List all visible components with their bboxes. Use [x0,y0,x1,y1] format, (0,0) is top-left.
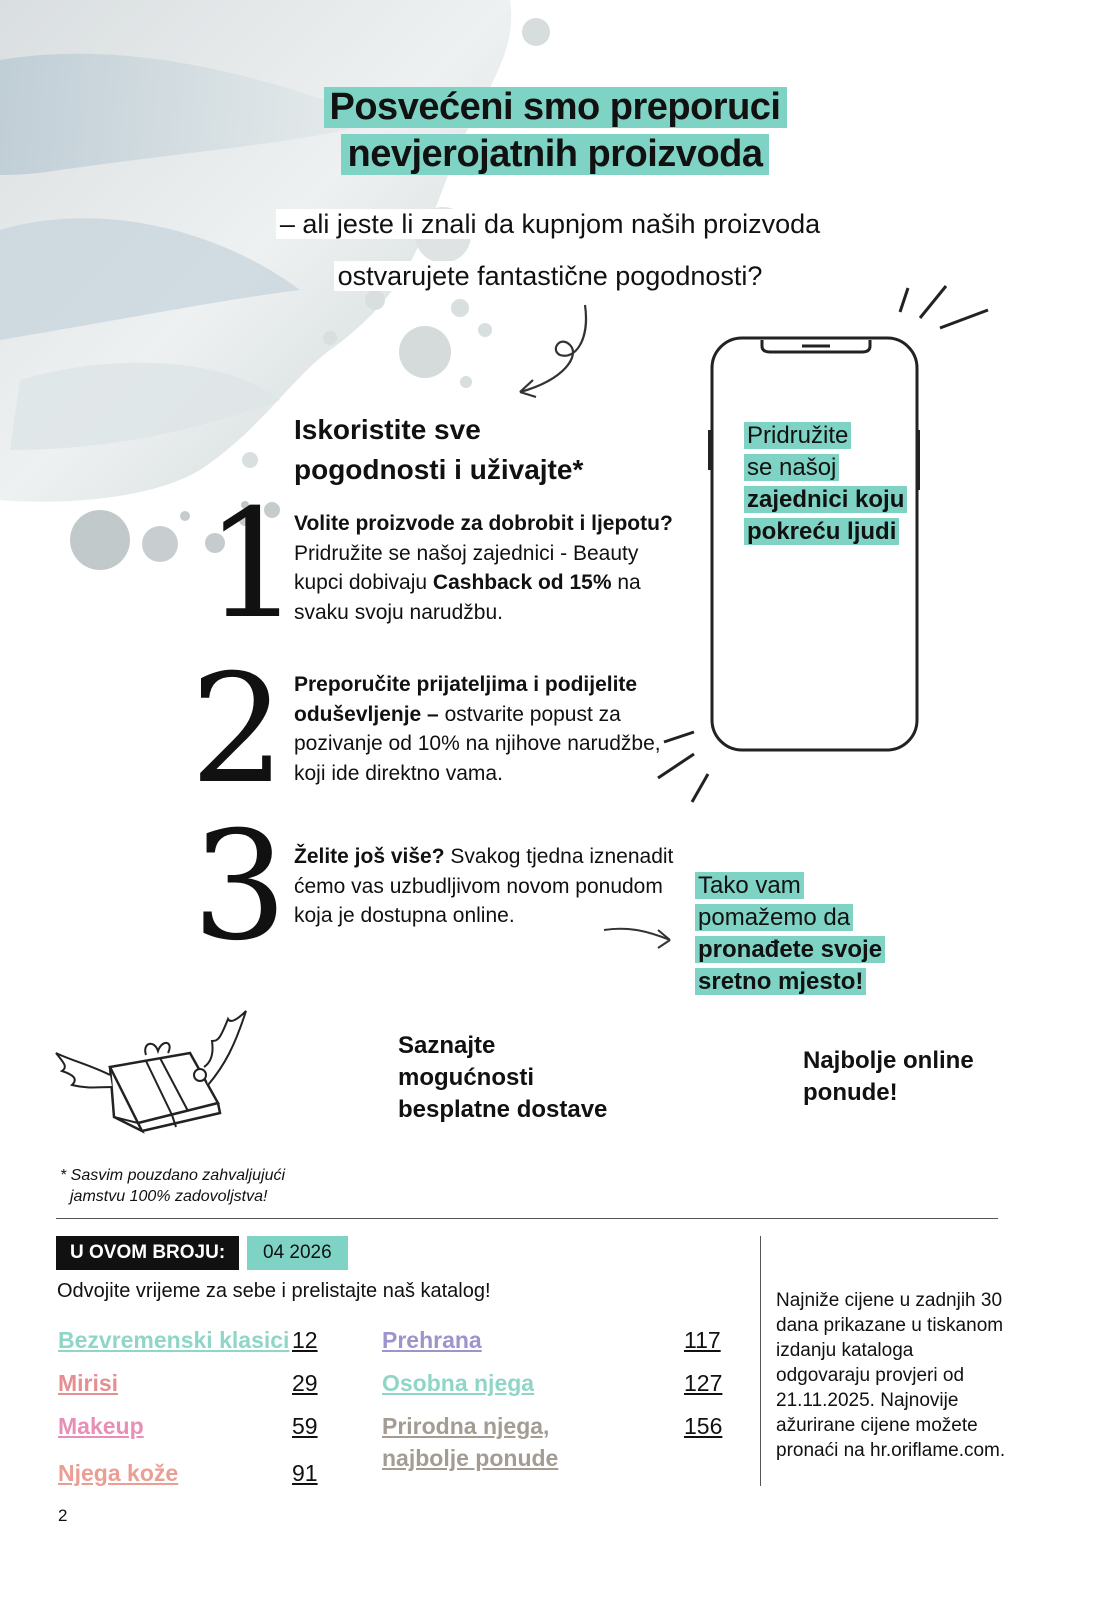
phone-text-line-2: se našoj [744,454,839,481]
phone-text-line-1: Pridružite [744,422,851,449]
happy-text-line-1: Tako vam [695,872,804,899]
footnote [60,1165,340,1207]
page-headline [320,86,790,180]
toc-page-mirisi[interactable]: 29 [292,1370,318,1396]
step-1-bold-1: Volite proizvode za dobrobit i ljepotu? [294,512,673,535]
toc-link-njega-koze[interactable]: Njega kože [58,1460,179,1486]
issue-label: U OVOM BROJU: [56,1236,239,1270]
phone-text-line-4: pokreću ljudi [744,518,899,545]
headline-line-1: Posvećeni smo preporuci [324,87,787,128]
vertical-divider [760,1236,761,1486]
toc-link-mirisi[interactable]: Mirisi [58,1370,119,1396]
phone-community-text [744,420,944,548]
happy-text-line-3: pronađete svoje [695,936,885,963]
happy-place-text [695,870,935,998]
issue-number: 04 2026 [247,1236,348,1270]
footnote-line-1: * Sasvim pouzdano zahvaljujući [60,1167,286,1184]
happy-text-line-2: pomažemo da [695,904,853,931]
step-1-text [294,509,674,627]
step-1-bold-2: Cashback od 15% [432,571,612,594]
subheadline-line-1: – ali jeste li znali da kupnjom naših proizvoda [276,209,824,239]
toc-page-prirodna-njega[interactable]: 156 [684,1413,723,1439]
toc-page-bezvremenski-klasici[interactable]: 12 [292,1327,318,1353]
toc-link-najbolje-ponude[interactable]: najbolje ponude [382,1445,559,1471]
toc-link-prehrana[interactable]: Prehrana [382,1327,482,1353]
delivery-line-3: besplatne dostave [398,1096,608,1123]
free-delivery-text [398,1030,658,1126]
section-heading [294,410,583,490]
toc-page-osobna-njega[interactable]: 127 [684,1370,723,1396]
subheadline-line-2: ostvarujete fantastične pogodnosti? [334,261,767,291]
step-2-text-1: ostvarite popust za pozivanje od 10% na njihove narudžbe, koji ide direktno vama. [294,702,661,785]
horizontal-divider [56,1218,998,1219]
phone-text-line-3: zajednici koju [744,486,907,513]
step-3-bold-1: Želite još više? [294,845,445,868]
delivery-line-1: Saznajte [398,1032,496,1059]
footnote-line-2: jamstvu 100% zadovoljstva! [70,1188,268,1205]
price-notice: Najniže cijene u zadnjih 30 dana prikazane u tiskanom izdanju kataloga odgovaraju provjeri od 21.11.2025. Najnovije ažurirane cijene možete pronaći na hr.oriflame.com. [776,1290,1006,1461]
toc-link-makeup[interactable]: Makeup [58,1413,144,1439]
step-number-1: 1 [205,478,301,652]
winged-gift-icon [50,1005,260,1145]
online-offers-text [803,1045,1023,1109]
step-2-bold-1: Preporučite prijateljima i podijelite oduševljenje – [294,673,638,726]
online-line-2: ponude! [803,1079,898,1106]
step-2-text [294,670,674,788]
toc-page-prehrana[interactable]: 117 [684,1327,721,1353]
page-number: 2 [58,1506,68,1525]
arrow-right-icon [600,918,680,958]
catalog-intro: Odvojite vrijeme za sebe i prelistajte naš katalog! [57,1280,491,1302]
curly-arrow-icon [505,300,605,410]
online-line-1: Najbolje online [803,1047,974,1074]
step-1-text-1: Pridružite se našoj zajednici - Beauty kupci dobivaju [294,541,639,594]
step-3-text-1: Svakog tjedna iznenadit ćemo vas uzbudljivom novom ponudom koja je dostupna online. [294,845,674,927]
toc-page-makeup[interactable]: 59 [292,1413,318,1439]
toc-link-bezvremenski-klasici[interactable]: Bezvremenski klasici [58,1327,290,1353]
section-heading-line-2: pogodnosti i uživajte* [294,454,584,485]
happy-text-line-4: sretno mjesto! [695,968,866,995]
toc-link-prirodna-njega[interactable]: Prirodna njega, [382,1413,550,1439]
toc-link-osobna-njega[interactable]: Osobna njega [382,1370,535,1396]
step-number-2: 2 [190,643,286,817]
step-number-3: 3 [192,800,288,974]
delivery-line-2: mogućnosti [398,1064,534,1091]
section-heading-line-1: Iskoristite sve [294,414,481,445]
toc-page-njega-koze[interactable]: 91 [292,1460,318,1486]
step-1-text-2: na svaku svoju narudžbu. [294,571,641,624]
headline-line-2: nevjerojatnih proizvoda [341,134,768,175]
